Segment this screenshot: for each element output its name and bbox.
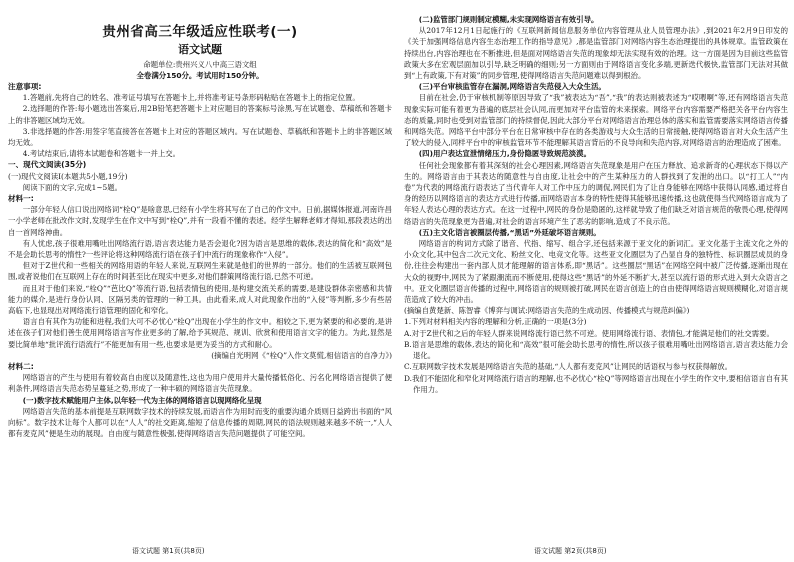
left-page [8,14,392,440]
material-two-source: (摘编自黄楚新、陈智睿《博弈与调试:网络语言失范的生成动因、传播模式与规范纠偏》) [404,306,690,316]
material-paragraph: 从2017年12月1日起施行的《互联网新闻信息服务单位内容管理从业人员管理办法》,到2021年2月9日印发的《关于加强网络信息内容生态治理工作的指导意见》,都是监管部门对网络内容生态治理提出的具体规章。监管政策在持续出台,内容治理也在不断推进,但是面对网络语言失范的现象却无法实现有效的治理。这一方面是因为目前这些监管政策大多在宏观层面加以引导,缺乏明确的细则;另一方面则由于网络语言变化多端,更新迭代极快,监管部门无法对其做到“上有政策,下有对策”的同步管理,使得网络语言失范问题难以得到根治。 [404,26,788,81]
notice-heading: 注意事项: [8,82,42,91]
material-paragraph: 网络语言失范的基本前提是互联网数字技术的持续发展,而语言作为用时而变的重要沟通介质则日益跨出书面的“风向标”。数字技术让每个人都可以在“人人”的社交距离,缩短了信息传播的周期,网民的语法规则越来越多不统一,“人人都有麦克风”便是生动的展现。自由度与随意性极强,使得网络语言失范问题提供了可能空间。 [8,406,392,439]
material-subheading: (一)数字技术赋能用户主体,以年轻一代为主体的网络语言以现网络化呈现 [22,395,262,405]
exam-title: 贵州省高三年级适应性联考(一) [102,24,298,40]
notice-list [8,92,392,159]
material-two-heading: 材料二: [8,362,34,372]
score-line: 全卷满分150分。考试用时150分钟。 [136,71,264,80]
notice-item: 1.答题前,先将自己的姓名、准考证号填写在答题卡上,并将准考证号条形码粘贴在答题卡上的指定位置。 [22,93,360,103]
question-stem: 1.下列对材料相关内容的理解和分析,正确的一项是(3分) [404,317,587,327]
question-option-a: A.对于Z世代和之后的年轻人群来说网络流行语已然不可逆。使用网络流行语、表情包,才能满足他们的社交需要。 [404,328,774,338]
notice-item: 3.非选择题的作答:用签字笔直接答在答题卡上对应的答题区域内。写在试题卷、草稿纸和答题卡上的非答题区域均无效。 [8,126,392,148]
material-subheading: (五)主文化语言被圈层传播,“黑话”外延破坏语言规则。 [418,227,601,237]
material-paragraph: 任何社会现象都有着其深刻的社会心理因素,网络语言失范现象是用户在压力释放、追求新奇的心理状态下得以产生的。网络语言由于其表达的随意性与自由度,让社会中的产生某种压力的人群找到了发泄的出口。以“打工人”“内卷”为代表的网络流行语表达了当代青年人对工作中压力的调侃,网民们为了让自身能够在网络中获得认同感,通过将自身的经历以网络语言的表达方式进行传播,而网络语言本身的特性使得其能够迅速传播,这也就使得当代网络语言成为了年轻人表达心理的表达方式。在这一过程中,网民的身份是隐匿的,这样就导致了他们缺乏对语言规范的敬畏心理,使得网络语言的失范现象更为普遍,对社会的语言环境产生了恶劣的影响,造成了不良示范。 [404,160,788,226]
instruction: 阅读下面的文字,完成1~5题。 [22,182,123,192]
material-subheading: (三)平台审核监管存在漏洞,网络语言失范侵入大众生活。 [418,82,606,92]
right-page [404,14,788,395]
material-one-source: (摘编自光明网《“栓Q”入作文莫慌,相信语言的自净力》) [211,350,392,360]
question-option-d: D.我们不能固化和窄化对网络流行语言的理解,也不必忧心“栓Q”等网络语言出现在小学生的作文中,要相信语言自有其作用力。 [404,373,788,394]
notice-item: 4.考试结束后,请将本试题卷和答题卡一并上交。 [22,149,181,159]
sub-heading: (一)现代文阅读Ⅰ(本题共5小题,19分) [8,171,128,181]
author-line: 命题单位:贵州兴义八中高三语文组 [143,60,257,69]
material-paragraph: 网络语言的构词方式除了谐音、代指、缩写、组合字,还包括来源于亚文化的新词汇。亚文化基于主流文化之外的小众文化,其中包含二次元文化、粉丝文化、电竞文化等。这些亚文化圈层为了凸显自身的独特性、标识圈层成员的身份,往往会构建出一套内部人员才能理解的语言体系,即“黑话”。这些圈层“黑话”在网络空间中被广泛传播,逐渐出现在大众的视野中,网民为了紧跟潮流而不断使用,使得这些“黑话”的外延不断扩大,甚至以流行语的形式进入到大众语言之中。亚文化圈层语言传播的过程中,网络语言的规则被打破,网民在语言创造上的自由使得网络语言规则模糊化,对语言规范造成了较大的冲击。 [404,239,788,305]
notice-item: 2.选择题的作答:每小题选出答案后,用2B铅笔把答题卡上对应题目的答案标号涂黑,写在试题卷、草稿纸和答题卡上的非答题区域均无效。 [8,104,392,125]
material-paragraph: 而且对于他们来说,“栓Q”“芭比Q”等流行语,包括表情包的使用,是构建交流关系的需要,是建设群体亲密感和共情能力的媒介,是进行身份认同、区隔另类的管理的一种工具。由此看来,成人对此现象作出的“入侵”等判断,多少有些居高临下,也显现出对网络流行语管理的固化和窄化。 [8,283,392,316]
material-paragraph: 网络语言的产生与使用有着较高自由度以及随意性,这也为用户使用并大量传播低俗化、污名化网络语言提供了便利条件,网络语言失范态势呈蔓延之势,形成了一种丰硕的网络语言失范现象。 [8,373,392,394]
material-paragraph: 语言自有其作为功能和进程,我们大可不必忧心“栓Q”出现在小学生的作文中。相较之下,更为紧要的和必要的,是讲述在孩子们对他们善生使用网络语言写作业更多的了解,给予其规范、规训、欣赏和使用语言文字的能力。为此,显然是要比简单地“批评流行语流行”不能更加有用一些,也要求是更为妥当的方式和耐心。 [8,317,392,349]
question-option-b: B.语言是思维的载体,表达的简化和“高效”很可能会助长思考的惰性,所以孩子很难用嘴吐出网络语言,语言表达能力会退化。 [404,339,788,361]
material-subheading: (四)用户表达宣泄情绪压力,身份隐匿导致规范淡漠。 [418,149,591,159]
material-one-heading: 材料一: [8,194,34,204]
material-subheading: (二)监管部门规则制定模糊,未实现网络语言有效引导。 [418,15,599,24]
exam-subtitle: 语文试题 [178,43,222,56]
page-footer-right: 语文试题 第2页(共8页) [534,547,607,555]
question-option-c: C.互联网数字技术发展是网络语言失范的基础,“人人都有麦克风”让网民的话语权与参与权获得解放。 [404,362,733,372]
material-paragraph: 但对于Z世代和一些相关的网络用语的年轻人来说,互联网生来就是他们的世界的一部分。他们的生活被互联网包围,或者说他们在互联网上存在的时间甚至比在现实中更多,对他们群策网络流行语,已然不可逆。 [8,261,392,282]
page-footer-left: 语文试题 第1页(共8页) [132,547,205,555]
material-paragraph: 一部分年轻人信口说出网络词“栓Q”是啥意思,已经有小学生将其写在了自己的作文中。日前,据媒体报道,河南许昌一小学老师在批改作文时,发现学生在作文中写到“栓Q”,并有一段看不懂的表述。经学生解释老师才得知,那段表达的出自一首网络神曲。 [8,205,392,237]
material-paragraph: 有人忧虑,孩子很难用嘴吐出网络流行语,语言表达能力是否会退化?因为语言是思维的载体,表达的简化和“高效”是不是会助长思考的惰性?一些评论将这种网络流行语在孩子们中流行的现象称作“入侵”。 [8,238,392,260]
material-paragraph: 目前在社会,仍于审核机制等原因导致了“我”被表达为“吾”,“我”的表达则被表述为“哎喂啊”等,还有网络语言失范现象实际可能有着更为普遍的底层社会认同,而更加对平台监管的未来探索。网络平台内容需要严格把关各平台内容生态的质量,同时也受到对监管部门的持续督促,因此大部分平台对网络语言治理总体的落实和监管需要落实网络语言传播和网络失范。网络平台中部分平台在日常审核中存在的各类游戏与大众生活的日常接触,使得网络语言对大众生活产生了较大的侵入,同样平台中的审核监管环节不能理解其语言背后的不良导向和失范内容,对网络语言的治理造成了困难。 [404,93,788,148]
section-heading: 一、现代文阅读(35分) [8,160,87,170]
